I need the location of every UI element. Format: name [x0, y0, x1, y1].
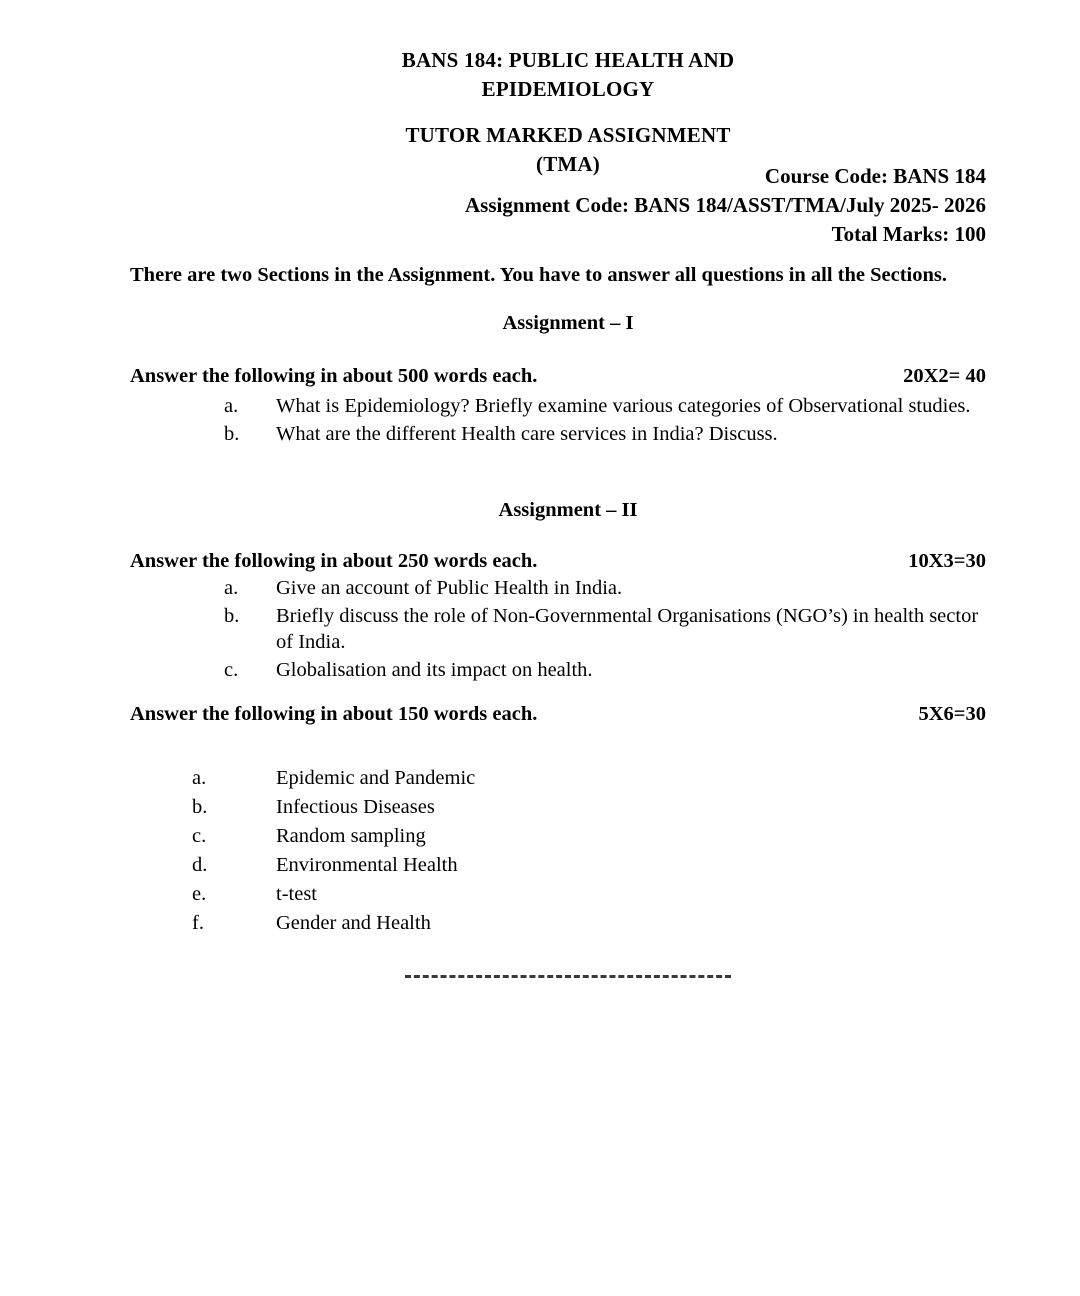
list-item — [224, 657, 989, 683]
list-item-text: What are the different Health care services in India? Discuss. — [276, 423, 778, 445]
list-item — [192, 823, 792, 849]
list-item-marker: d. — [192, 854, 208, 876]
dashed-separator — [405, 975, 731, 978]
list-item-text: Random sampling — [276, 825, 426, 847]
list-item — [192, 765, 792, 791]
question-list-assignment-1 — [224, 393, 989, 449]
list-item-text: Briefly discuss the role of Non-Governmental Organisations (NGO’s) in health sector of India. — [276, 605, 979, 653]
total-marks: Total Marks: 100 — [831, 222, 986, 246]
instruction-text-assignment-1: Answer the following in about 500 words each. — [130, 365, 538, 387]
instructions-paragraph: There are two Sections in the Assignment. You have to answer all questions in all the Sections. — [130, 264, 948, 286]
list-item-marker: b. — [192, 796, 208, 818]
list-item-marker: c. — [192, 825, 207, 847]
list-item-text: Environmental Health — [276, 854, 458, 876]
course-meta-block — [130, 162, 986, 249]
list-item-marker: a. — [224, 577, 239, 599]
list-item-marker: b. — [224, 605, 240, 627]
section-heading-assignment-2: Assignment – II — [498, 499, 638, 521]
instruction-row-short-notes — [130, 703, 986, 726]
list-item-text: Gender and Health — [276, 912, 431, 934]
list-item-text: Infectious Diseases — [276, 796, 435, 818]
list-item — [224, 575, 989, 601]
question-list-short-notes — [192, 765, 792, 939]
list-item-marker: c. — [224, 659, 239, 681]
list-item-text: t-test — [276, 883, 317, 905]
list-item-marker: a. — [224, 395, 239, 417]
list-item — [192, 794, 792, 820]
list-item-text: Globalisation and its impact on health. — [276, 659, 593, 681]
tma-subtitle-line-2: (TMA) — [536, 152, 600, 176]
list-item-text: What is Epidemiology? Briefly examine various categories of Observational studies. — [276, 395, 971, 417]
list-item-marker: a. — [192, 767, 207, 789]
marks-short-notes: 5X6=30 — [918, 703, 986, 725]
list-item-text: Epidemic and Pandemic — [276, 767, 476, 789]
list-item — [192, 852, 792, 878]
document-title-block — [130, 46, 1006, 179]
section-heading-assignment-1: Assignment – I — [502, 312, 634, 334]
question-list-assignment-2 — [224, 575, 989, 685]
page-title-line-2: EPIDEMIOLOGY — [481, 77, 655, 101]
assignment-code: Assignment Code: BANS 184/ASST/TMA/July 2025- 2026 — [465, 193, 986, 217]
course-code: Course Code: BANS 184 — [764, 164, 986, 188]
instruction-text-assignment-2: Answer the following in about 250 words each. — [130, 550, 538, 572]
tma-subtitle-line-1: TUTOR MARKED ASSIGNMENT — [405, 123, 731, 147]
instruction-text-short-notes: Answer the following in about 150 words each. — [130, 703, 538, 725]
instruction-row-assignment-2 — [130, 550, 986, 573]
instruction-row-assignment-1 — [130, 365, 986, 388]
list-item-marker: b. — [224, 423, 240, 445]
page-title — [130, 46, 1006, 104]
marks-assignment-1: 20X2= 40 — [903, 365, 986, 387]
list-item — [192, 910, 792, 936]
list-item — [224, 603, 989, 655]
list-item-marker: f. — [192, 912, 204, 934]
list-item — [224, 421, 989, 447]
list-item — [192, 881, 792, 907]
list-item — [224, 393, 989, 419]
list-item-marker: e. — [192, 883, 207, 905]
page-title-line-1: BANS 184: PUBLIC HEALTH AND — [401, 48, 735, 72]
marks-assignment-2: 10X3=30 — [908, 550, 986, 572]
list-item-text: Give an account of Public Health in India. — [276, 577, 623, 599]
